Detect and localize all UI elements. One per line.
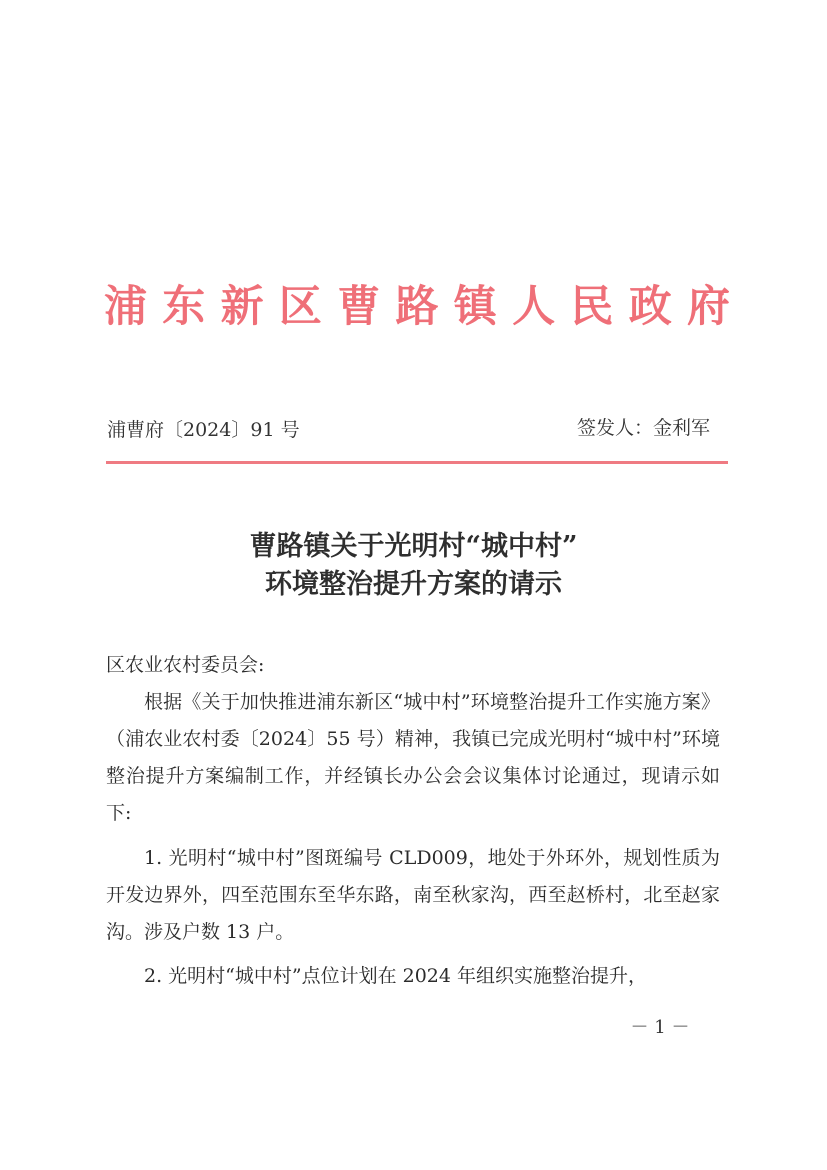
body-paragraph: 2. 光明村“城中村”点位计划在 2024 年组织实施整治提升， xyxy=(144,965,648,987)
signer: 签发人：金利军 xyxy=(576,417,710,439)
document-title-line-2: 环境整治提升方案的请示 xyxy=(265,569,562,600)
body-paragraph: 根据《关于加快推进浦东新区“城中村”环境整治提升工作实施方案》（浦农业农村委〔2024〕55 号）精神，我镇已完成光明村“城中村”环境整治提升方案编制工作，并经镇长办公会会议集体讨论通过，现请示如下: xyxy=(106,691,720,824)
page-number: － 1 － xyxy=(630,1017,690,1038)
document-title-line-1: 曹路镇关于光明村“城中村” xyxy=(249,531,578,562)
salutation: 区农业农村委员会: xyxy=(106,654,265,676)
red-divider xyxy=(106,461,728,464)
body-paragraph: 1. 光明村“城中村”图斑编号 CLD009，地处于外环外，规划性质为开发边界外，四至范围东至华东路，南至秋家沟，西至赵桥村，北至赵家沟。涉及户数 13 户。 xyxy=(106,847,720,943)
issuer-letterhead: 浦东新区曹路镇人民政府 xyxy=(104,282,730,332)
document-number: 浦曹府〔2024〕91 号 xyxy=(107,419,300,441)
